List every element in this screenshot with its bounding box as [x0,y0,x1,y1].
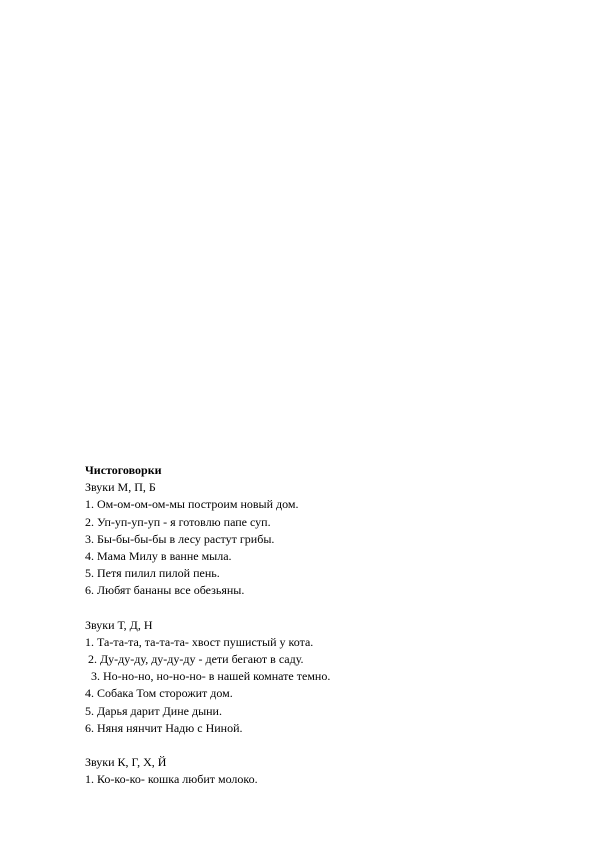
tongue-twister-line: 3. Но-но-но, но-но-но- в нашей комнате темно. [85,669,331,684]
section-heading: Звуки К, Г, Х, Й [85,755,167,770]
tongue-twister-line: 6. Любят бананы все обезьяны. [85,583,245,598]
document-body [85,462,525,789]
section-k-g-h-y [85,754,525,788]
section-heading: Звуки М, П, Б [85,480,156,495]
section-t-d-n [85,617,525,737]
tongue-twister-line: 6. Няня нянчит Надю с Ниной. [85,720,243,735]
tongue-twister-line: 5. Дарья дарит Дине дыни. [85,703,222,718]
tongue-twister-line: 5. Петя пилил пилой пень. [85,566,220,581]
tongue-twister-line: 3. Бы-бы-бы-бы в лесу растут грибы. [85,531,275,546]
tongue-twister-line: 1. Ко-ко-ко- кошка любит молоко. [85,772,258,787]
tongue-twister-line: 2. Ду-ду-ду, ду-ду-ду - дети бегают в саду. [85,652,304,667]
tongue-twister-line: 2. Уп-уп-уп-уп - я готовлю папе суп. [85,514,271,529]
section-heading: Звуки Т, Д, Н [85,617,153,632]
tongue-twister-line: 1. Та-та-та, та-та-та- хвост пушистый у кота. [85,634,314,649]
tongue-twister-line: 4. Собака Том сторожит дом. [85,686,233,701]
tongue-twister-line: 4. Мама Милу в ванне мыла. [85,548,232,563]
tongue-twister-line: 1. Ом-ом-ом-ом-мы построим новый дом. [85,497,299,512]
document-title: Чистоговорки [85,463,162,477]
section-m-p-b [85,479,525,599]
